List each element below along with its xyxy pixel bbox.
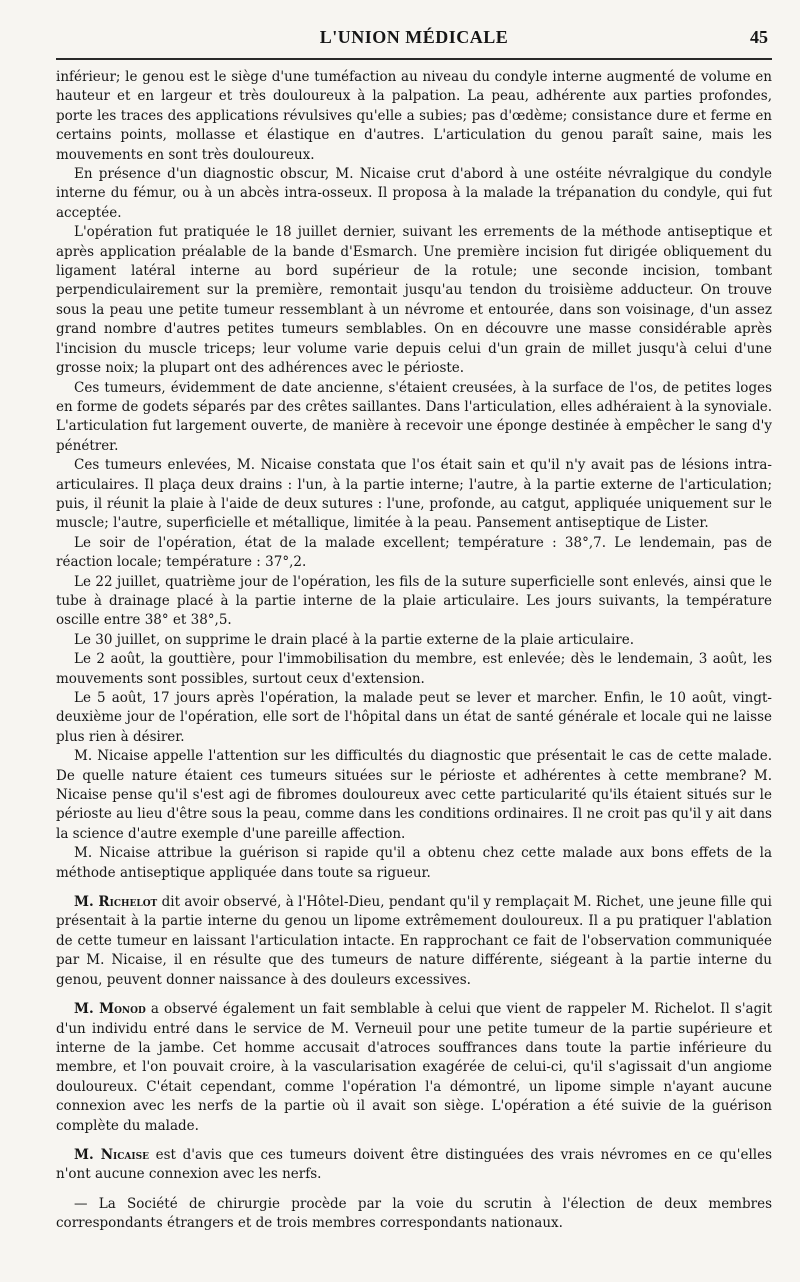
paragraph: Ces tumeurs enlevées, M. Nicaise constata que l'os était sain et qu'il n'y avait pas de lésions intra-articulaires. Il plaça deux drains : l'un, à la partie interne; l'autre, à la partie externe de l'articulation; puis, il réunit la plaie à l'aide de deux sutures : l'une, profonde, au catgut, appliquée uniquement sur le muscle; l'autre, superficielle et métallique, limitée à la peau. Pansement antiseptique de Lister. [56,457,772,532]
paragraph: Le 22 juillet, quatrième jour de l'opération, les fils de la suture superficielle sont enlevés, ainsi que le tube à drainage placé à la partie interne de la plaie articulaire. Les jours suivants, la température oscille entre 38° et 38°,5. [56,573,772,629]
speaker-paragraph-monod [56,1000,772,1136]
page-number: 45 [750,27,768,47]
speaker-paragraph-nicaise [56,1146,772,1185]
paragraph: Ces tumeurs, évidemment de date ancienne, s'étaient creusées, à la surface de l'os, de petites loges en forme de godets séparés par des crêtes saillantes. Dans l'articulation, elles adhéraient à la synoviale. L'articulation fut largement ouverte, de manière à recevoir une éponge destinée à empêcher le sang d'y pénétrer. [56,379,772,454]
paragraph-text: dit avoir observé, à l'Hôtel-Dieu, pendant qu'il y remplaçait M. Richet, une jeune fille qui présentait à la partie interne du genou un lipome extrêmement douloureux. Il a pu pratiquer l'ablation de cette tumeur en laissant l'articulation intacte. En rapprochant ce fait de l'observation communiquée par M. Nicaise, il en résulte que des tumeurs de nature différente, siégeant à la partie interne du genou, peuvent donner naissance à des douleurs excessives. [56,894,772,988]
paragraph: Le soir de l'opération, état de la malade excellent; température : 38°,7. Le lendemain, pas de réaction locale; température : 37°,2. [56,534,772,571]
speaker-name: M. Nicaise [74,1146,149,1163]
paragraph-text: est d'avis que ces tumeurs doivent être distinguées des vrais névromes en ce qu'elles n'ont aucune connexion avec les nerfs. [56,1146,773,1183]
paragraph: M. Nicaise appelle l'attention sur les difficultés du diagnostic que présentait le cas de cette malade. De quelle nature étaient ces tumeurs situées sur le périoste et adhérentes à cette membrane? M. Nicaise pense qu'il s'est agi de fibromes douloureux avec cette particularité qu'ils étaient situés sur le périoste au lieu d'être sous la peau, comme dans les conditions ordinaires. Il ne croit pas qu'il y ait dans la science d'autre exemple d'une pareille affection. [56,748,772,842]
paragraph: En présence d'un diagnostic obscur, M. Nicaise crut d'abord à une ostéite névralgique du condyle interne du fémur, ou à un abcès intra-osseux. Il proposa à la malade la trépanation du condyle, qui fut acceptée. [56,166,772,221]
article-body [56,68,772,1234]
paragraph: L'opération fut pratiquée le 18 juillet dernier, suivant les errements de la méthode antiseptique et après application préalable de la bande d'Esmarch. Une première incision fut dirigée obliquement du ligament latéral interne au bord supérieur de la rotule; une seconde incision, tombant perpendiculairement sur la première, remontait jusqu'au tendon du troisième adducteur. On trouve sous la peau une petite tumeur ressemblant à un névrome et entourée, dans son voisinage, d'un assez grand nombre d'autres petites tumeurs semblables. On en découvre une masse considérable après l'incision du muscle triceps; leur volume varie depuis celui d'un grain de millet jusqu'à celui d'une grosse noix; la plupart ont des adhérences avec le périoste. [56,224,772,377]
speaker-paragraph-richelot [56,893,772,990]
page-header [56,22,772,52]
running-title: L'UNION MÉDICALE [319,27,509,47]
closing-paragraph: — La Société de chirurgie procède par la voie du scrutin à l'élection de deux membres correspondants étrangers et de trois membres correspondants nationaux. [56,1195,772,1232]
paragraph: inférieur; le genou est le siège d'une tuméfaction au niveau du condyle interne augmenté de volume en hauteur et en largeur et très douloureux à la palpation. La peau, adhérente aux parties profondes, porte les traces des applications révulsives qu'elle a subies; pas d'œdème; consistance dure et ferme en certains points, mollasse et élastique en d'autres. L'articulation du genou paraît saine, mais les mouvements en sont très douloureux. [56,69,772,163]
speaker-name: M. Richelot [74,894,158,911]
header-rule [56,58,772,60]
paragraph: Le 5 août, 17 jours après l'opération, la malade peut se lever et marcher. Enfin, le 10 août, vingt-deuxième jour de l'opération, elle sort de l'hôpital dans un état de santé générale et locale qui ne laisse plus rien à désirer. [56,690,772,745]
speaker-name: M. Monod [74,1001,146,1018]
paragraph-text: a observé également un fait semblable à celui que vient de rappeler M. Richelot. Il s'agit d'un individu entré dans le service de M. Verneuil pour une petite tumeur de la partie supérieure et interne de la jambe. Cet homme accusait d'atroces souffrances dans toute la partie inférieure du membre, et l'on pouvait croire, à la vascularisation exagérée de celui-ci, qu'il s'agissait d'un angiome douloureux. C'était cependant, comme l'opération l'a démontré, un lipome simple n'ayant aucune connexion avec les nerfs de la partie où il avait son siège. L'opération a été suivie de la guérison complète du malade. [56,1001,772,1134]
paragraph: Le 30 juillet, on supprime le drain placé à la partie externe de la plaie articulaire. [74,631,635,648]
paragraph: Le 2 août, la gouttière, pour l'immobilisation du membre, est enlevée; dès le lendemain, 3 août, les mouvements sont possibles, surtout ceux d'extension. [56,651,772,687]
paragraph: M. Nicaise attribue la guérison si rapide qu'il a obtenu chez cette malade aux bons effets de la méthode antiseptique appliquée dans toute sa rigueur. [56,845,772,881]
